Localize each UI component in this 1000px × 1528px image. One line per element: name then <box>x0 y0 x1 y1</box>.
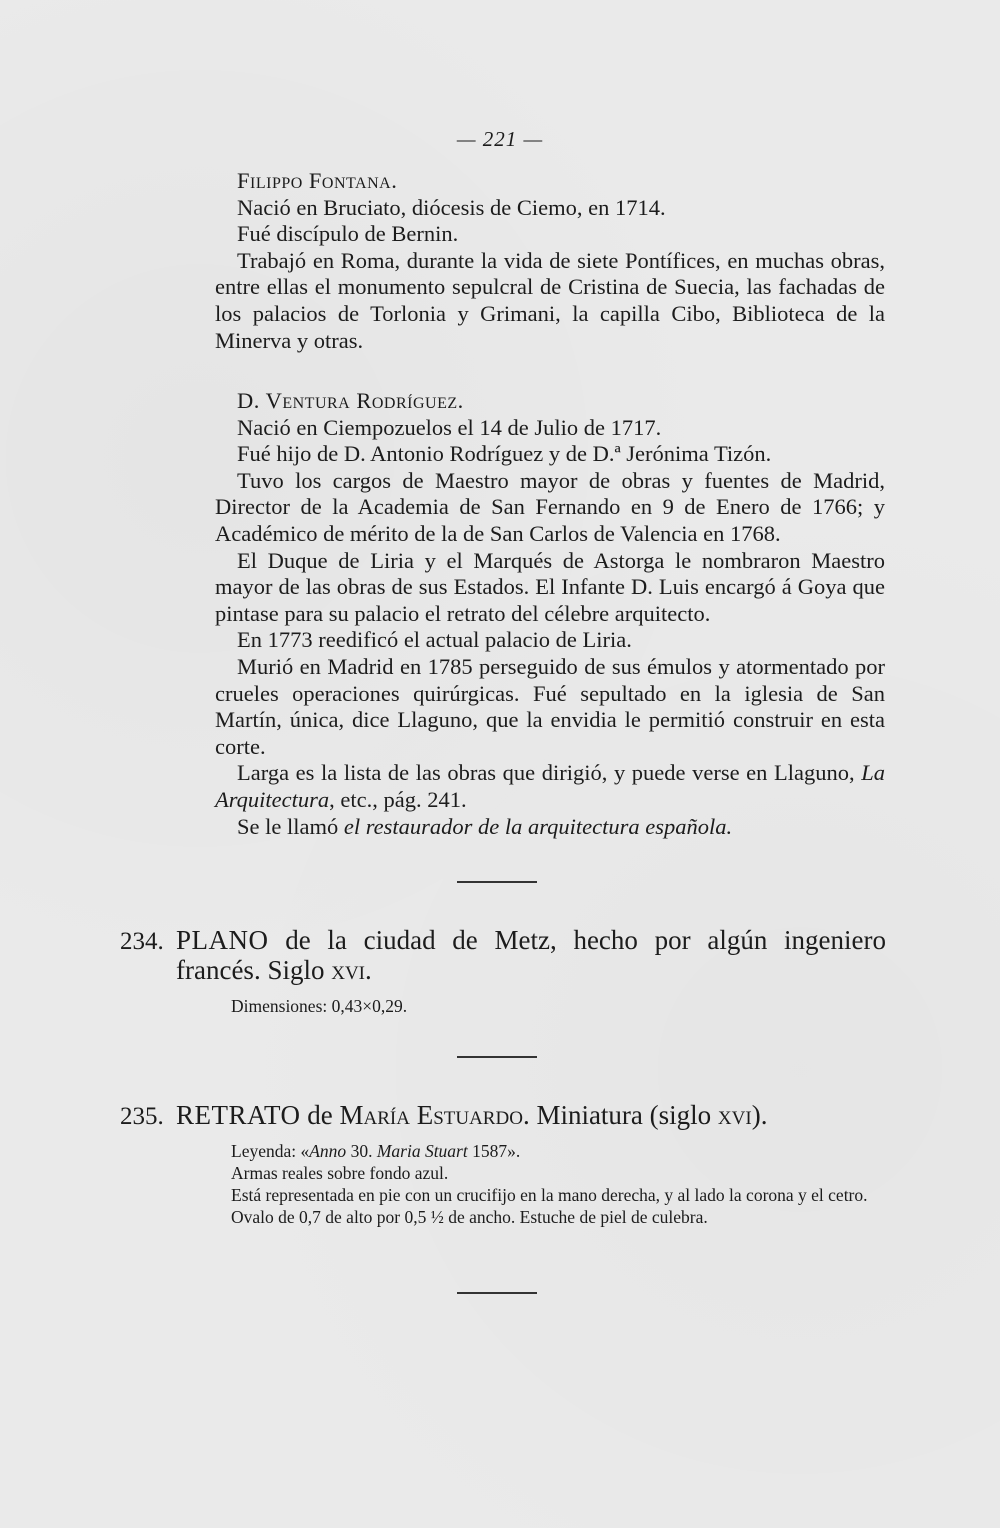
text-run: . <box>365 955 372 985</box>
entry-keyword: PLANO <box>176 925 269 955</box>
text-run: de la ciudad de Metz, hecho por algún ingeniero francés. Siglo <box>176 925 886 985</box>
biography-paragraph-epithet <box>215 814 885 841</box>
text-run: 30. <box>346 1141 377 1161</box>
text-run: 1587». <box>467 1141 521 1161</box>
entry-details <box>215 1140 890 1228</box>
century: xvi <box>331 955 365 985</box>
legend-italic: Anno <box>309 1141 347 1161</box>
biography-ventura-rodriguez <box>215 388 885 840</box>
entry-arms: Armas reales sobre fondo azul. <box>231 1163 449 1183</box>
biography-paragraph: Fué discípulo de Bernin. <box>237 221 459 247</box>
text-run: , etc., pág. 241. <box>329 786 467 812</box>
epithet: el restaurador de la arquitectura española. <box>343 813 733 839</box>
entry-details <box>215 995 890 1017</box>
legend-italic: Maria Stuart <box>376 1141 468 1161</box>
entry-heading <box>176 1100 890 1130</box>
text-run: ). <box>751 1100 768 1130</box>
entry-heading <box>176 925 886 985</box>
entry-keyword: RETRATO <box>176 1100 301 1130</box>
biography-paragraph: Fué hijo de D. Antonio Rodríguez y de D.ª Jerónima Tizón. <box>237 441 772 467</box>
book-title: La Arquitectura <box>215 760 885 812</box>
biography-name: Filippo Fontana. <box>237 168 398 193</box>
subject-name: María Estuardo <box>339 1100 523 1130</box>
text-run: Leyenda: « <box>231 1141 310 1161</box>
biography-paragraph: El Duque de Liria y el Marqués de Astorga le nombraron Maestro mayor de las obras de sus Estados. El Infante D. Luis encargó á Goya que pintase para su palacio el retrato del célebre arquitecto. <box>215 547 885 626</box>
biography-paragraph: Nació en Ciempozuelos el 14 de Julio de 1717. <box>237 414 662 440</box>
text-run: de <box>300 1100 340 1130</box>
biography-paragraph: En 1773 reedificó el actual palacio de Liria. <box>237 627 632 653</box>
biography-paragraph-obras <box>215 760 885 813</box>
section-divider <box>457 881 537 883</box>
entry-number: 235. <box>120 1103 164 1130</box>
text-run: . Miniatura (siglo <box>522 1100 718 1130</box>
biography-paragraph: Trabajó en Roma, durante la vida de siete Pontífices, en muchas obras, entre ellas el monumento sepulcral de Cristina de Suecia, las fachadas de los palacios de Torlonia y Grimani, la capilla Cibo, Biblioteca de la Minerva y otras. <box>215 247 885 353</box>
century: xvi <box>717 1100 752 1130</box>
section-divider <box>457 1056 537 1058</box>
entry-dimensions: Ovalo de 0,7 de alto por 0,5 ½ de ancho. Estuche de piel de culebra. <box>231 1207 708 1227</box>
text-run: Se le llamó <box>237 813 344 839</box>
biography-paragraph: Murió en Madrid en 1785 perseguido de sus émulos y atormentado por crueles operaciones quirúrgicas. Fué sepultado en la iglesia de San Martín, única, dice Llaguno, que la envidia le permitió construir en esta corte. <box>215 653 885 759</box>
biography-paragraph: Nació en Bruciato, diócesis de Ciemo, en 1714. <box>237 194 666 220</box>
text-run: Larga es la lista de las obras que dirigió, y puede verse en Llaguno, <box>237 760 862 786</box>
entry-number: 234. <box>120 928 164 955</box>
entry-dimensions: Dimensiones: 0,43×0,29. <box>231 996 408 1016</box>
page-number: — 221 — <box>456 127 544 151</box>
biography-filippo-fontana <box>215 168 885 354</box>
biography-paragraph: Tuvo los cargos de Maestro mayor de obras y fuentes de Madrid, Director de la Academia de San Fernando en 9 de Enero de 1766; y Académico de mérito de la de San Carlos de Valencia en 1768. <box>215 467 885 546</box>
entry-description: Está representada en pie con un crucifijo en la mano derecha, y al lado la corona y el cetro. <box>231 1185 868 1205</box>
entry-legend <box>215 1140 890 1162</box>
section-divider <box>457 1292 537 1294</box>
catalog-entry-234 <box>120 925 890 1017</box>
biography-name: D. Ventura Rodríguez. <box>237 388 464 413</box>
catalog-entry-235 <box>120 1100 890 1228</box>
